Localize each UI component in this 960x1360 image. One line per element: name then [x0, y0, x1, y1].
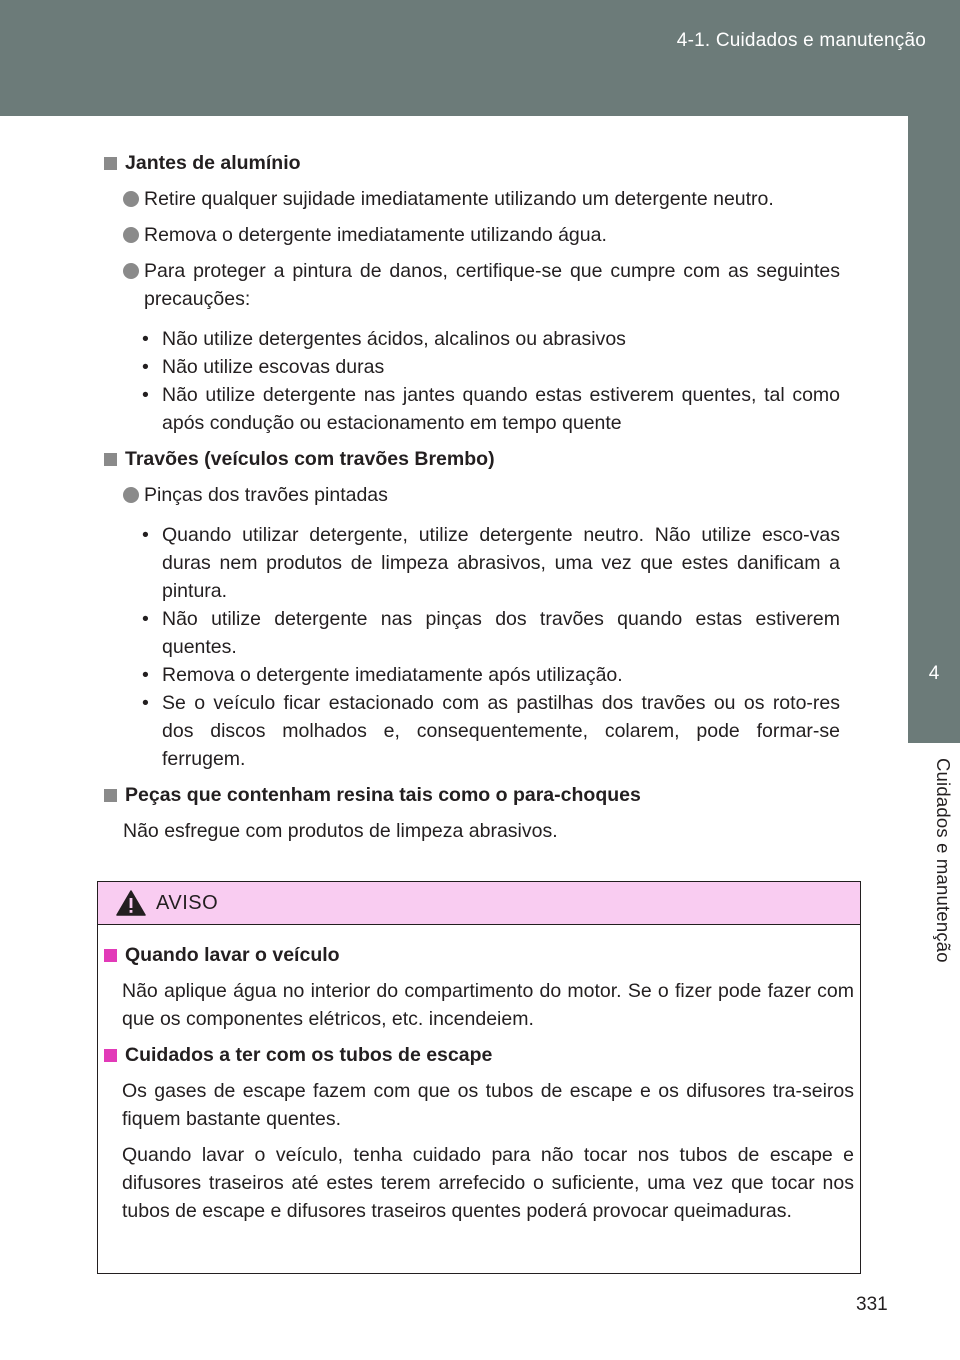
bullet-icon: •: [142, 356, 149, 378]
bullet-icon: •: [142, 692, 149, 714]
warning-body: [102, 941, 854, 1233]
circle-item: Para proteger a pintura de danos, certifique-se que cumpre com as seguintes precauções:: [102, 257, 840, 313]
bullet-icon: •: [142, 328, 149, 350]
list-item: • Se o veículo ficar estacionado com as pastilhas dos travões ou os roto-res dos discos molhados e, consequentemente, colarem, pode formar-se ferrugem.: [102, 689, 840, 773]
paragraph: Não esfregue com produtos de limpeza abrasivos.: [123, 820, 558, 842]
page-number: 331: [856, 1294, 888, 1315]
paragraph: Não aplique água no interior do compartimento do motor. Se o fizer pode fazer com que os componentes elétricos, etc. incendeiem.: [122, 980, 854, 1030]
circle-bullet-icon: [123, 191, 139, 207]
warning-box: [97, 881, 861, 1274]
square-marker-icon: [104, 157, 117, 170]
circle-item: Retire qualquer sujidade imediatamente utilizando um detergente neutro.: [102, 185, 840, 213]
square-marker-icon: [104, 1049, 117, 1062]
list-item: • Não utilize detergente nas jantes quando estas estiverem quentes, tal como após condução ou estacionamento em tempo quente: [102, 381, 840, 437]
paragraph: Os gases de escape fazem com que os tubos de escape e os difusores tra-seiros fiquem bastante quentes.: [122, 1080, 854, 1130]
bullet-list: [102, 521, 840, 773]
square-marker-icon: [104, 789, 117, 802]
paragraph: Quando lavar o veículo, tenha cuidado para não tocar nos tubos de escape e difusores traseiros até estes terem arrefecido o suficiente, uma vez que tocar nos tubos de escape e difusores traseiros quentes poderá provocar queimaduras.: [122, 1144, 854, 1222]
warning-section-heading: Cuidados a ter com os tubos de escape: [102, 1041, 854, 1069]
list-item: • Não utilize escovas duras: [102, 353, 840, 381]
chapter-label: Cuidados e manutenção: [933, 758, 954, 963]
page-header: [0, 0, 960, 116]
circle-item: Remova o detergente imediatamente utilizando água.: [102, 221, 840, 249]
main-content: [102, 149, 840, 853]
list-item: • Quando utilizar detergente, utilize detergente neutro. Não utilize esco-vas duras nem produtos de limpeza abrasivos, uma vez que estes danificam a pintura.: [102, 521, 840, 605]
bullet-icon: •: [142, 608, 149, 630]
section-title: 4-1. Cuidados e manutenção: [676, 30, 926, 51]
circle-bullet-icon: [123, 487, 139, 503]
square-marker-icon: [104, 949, 117, 962]
warning-header: [98, 882, 860, 925]
bullet-icon: •: [142, 384, 149, 406]
section-heading: Jantes de alumínio: [102, 149, 840, 177]
warning-triangle-icon: [116, 890, 146, 921]
bullet-icon: •: [142, 664, 149, 686]
bullet-icon: •: [142, 524, 149, 546]
warning-section-heading: Quando lavar o veículo: [102, 941, 854, 969]
circle-bullet-icon: [123, 263, 139, 279]
chapter-number: 4: [928, 663, 940, 684]
circle-bullet-icon: [123, 227, 139, 243]
section-heading: Travões (veículos com travões Brembo): [102, 445, 840, 473]
bullet-list: [102, 325, 840, 437]
circle-item: Pinças dos travões pintadas: [102, 481, 840, 509]
section-heading: Peças que contenham resina tais como o para-choques: [102, 781, 840, 809]
warning-title: AVISO: [156, 892, 219, 914]
square-marker-icon: [104, 453, 117, 466]
list-item: • Não utilize detergentes ácidos, alcalinos ou abrasivos: [102, 325, 840, 353]
list-item: • Remova o detergente imediatamente após utilização.: [102, 661, 840, 689]
list-item: • Não utilize detergente nas pinças dos travões quando estas estiverem quentes.: [102, 605, 840, 661]
